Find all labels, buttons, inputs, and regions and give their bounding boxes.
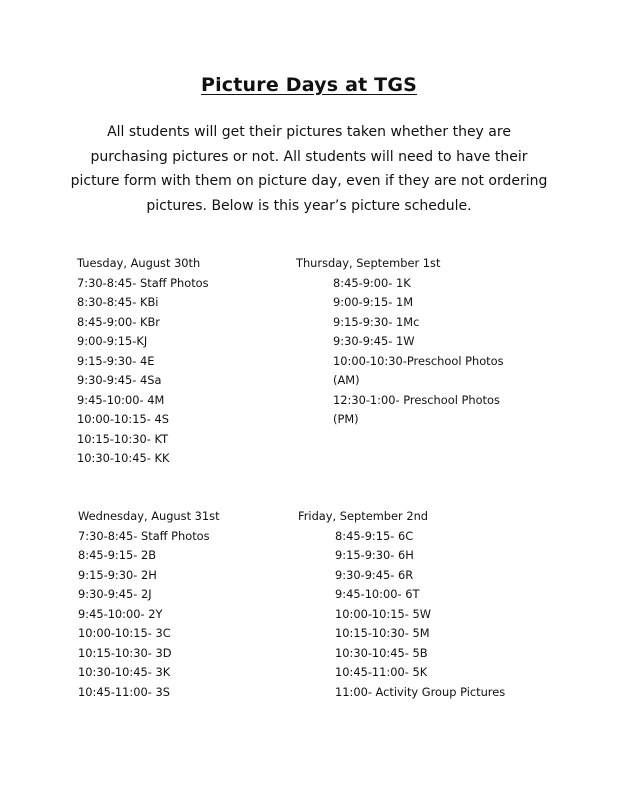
schedule-tuesday (77, 254, 209, 469)
time-slot: 10:30-10:45- 3K (78, 665, 171, 679)
time-slot: 9:30-9:45- 6R (335, 567, 414, 582)
time-slot: 8:45-9:15- 2B (78, 548, 157, 562)
time-slot: 7:30-8:45- Staff Photos (77, 275, 209, 290)
time-slot: 9:30-9:45- 4Sa (77, 373, 162, 387)
time-slot: 8:45-9:00- 1K (333, 275, 411, 290)
time-slot: 10:15-10:30- 5M (335, 626, 430, 640)
time-slot: 7:30-8:45- Staff Photos (78, 528, 210, 543)
time-slot: 10:45-11:00- 5K (335, 665, 428, 679)
page-title: Picture Days at TGS (200, 74, 418, 96)
time-slot: 10:30-10:45- 5B (335, 645, 428, 660)
time-slot: 9:30-9:45- 2J (78, 587, 152, 601)
time-slot: 10:00-10:15- 5W (335, 606, 432, 621)
time-slot: 9:30-9:45- 1W (333, 334, 415, 348)
time-slot-list (78, 527, 220, 703)
time-slot: 8:45-9:00- KBr (77, 314, 160, 329)
time-slot-list (296, 274, 504, 430)
time-slot: 10:45-11:00- 3S (78, 684, 170, 699)
time-slot: 9:00-9:15-KJ (77, 334, 148, 348)
time-slot: 10:00-10:30-Preschool Photos (333, 353, 504, 368)
time-slot: 9:15-9:30- 1Mc (333, 314, 420, 329)
time-slot-list (77, 274, 209, 469)
schedule-wednesday (78, 507, 220, 702)
time-slot-list (298, 527, 505, 703)
time-slot: 9:15-9:30- 4E (77, 353, 155, 368)
schedule-friday (298, 507, 505, 702)
time-slot: (AM) (333, 373, 360, 387)
time-slot: 9:15-9:30- 2H (78, 567, 157, 582)
time-slot: 9:00-9:15- 1M (333, 295, 414, 309)
day-heading: Wednesday, August 31st (78, 509, 220, 523)
time-slot: 8:30-8:45- KBi (77, 295, 159, 309)
time-slot: 10:00-10:15- 4S (77, 412, 169, 426)
time-slot: 8:45-9:15- 6C (335, 528, 414, 543)
time-slot: 10:15-10:30- 3D (78, 645, 172, 660)
day-heading: Tuesday, August 30th (77, 256, 201, 270)
time-slot: 9:45-10:00- 2Y (78, 606, 163, 621)
time-slot: (PM) (333, 412, 359, 426)
time-slot: 9:45-10:00- 4M (77, 392, 165, 407)
time-slot: 10:00-10:15- 3C (78, 626, 171, 640)
time-slot: 11:00- Activity Group Pictures (335, 684, 506, 699)
time-slot: 10:15-10:30- KT (77, 431, 169, 446)
time-slot: 12:30-1:00- Preschool Photos (333, 392, 500, 407)
schedule-thursday (296, 254, 504, 430)
intro-paragraph: All students will get their pictures taken whether they are purchasing pictures or not. All students will need to have their picture form with them on picture day, even if they are not ordering pictures. Below is this year’s picture schedule. (70, 124, 548, 214)
time-slot: 9:15-9:30- 6H (335, 548, 414, 562)
time-slot: 10:30-10:45- KK (77, 451, 170, 465)
time-slot: 9:45-10:00- 6T (335, 587, 420, 601)
day-heading: Thursday, September 1st (296, 256, 441, 270)
day-heading: Friday, September 2nd (298, 509, 429, 523)
